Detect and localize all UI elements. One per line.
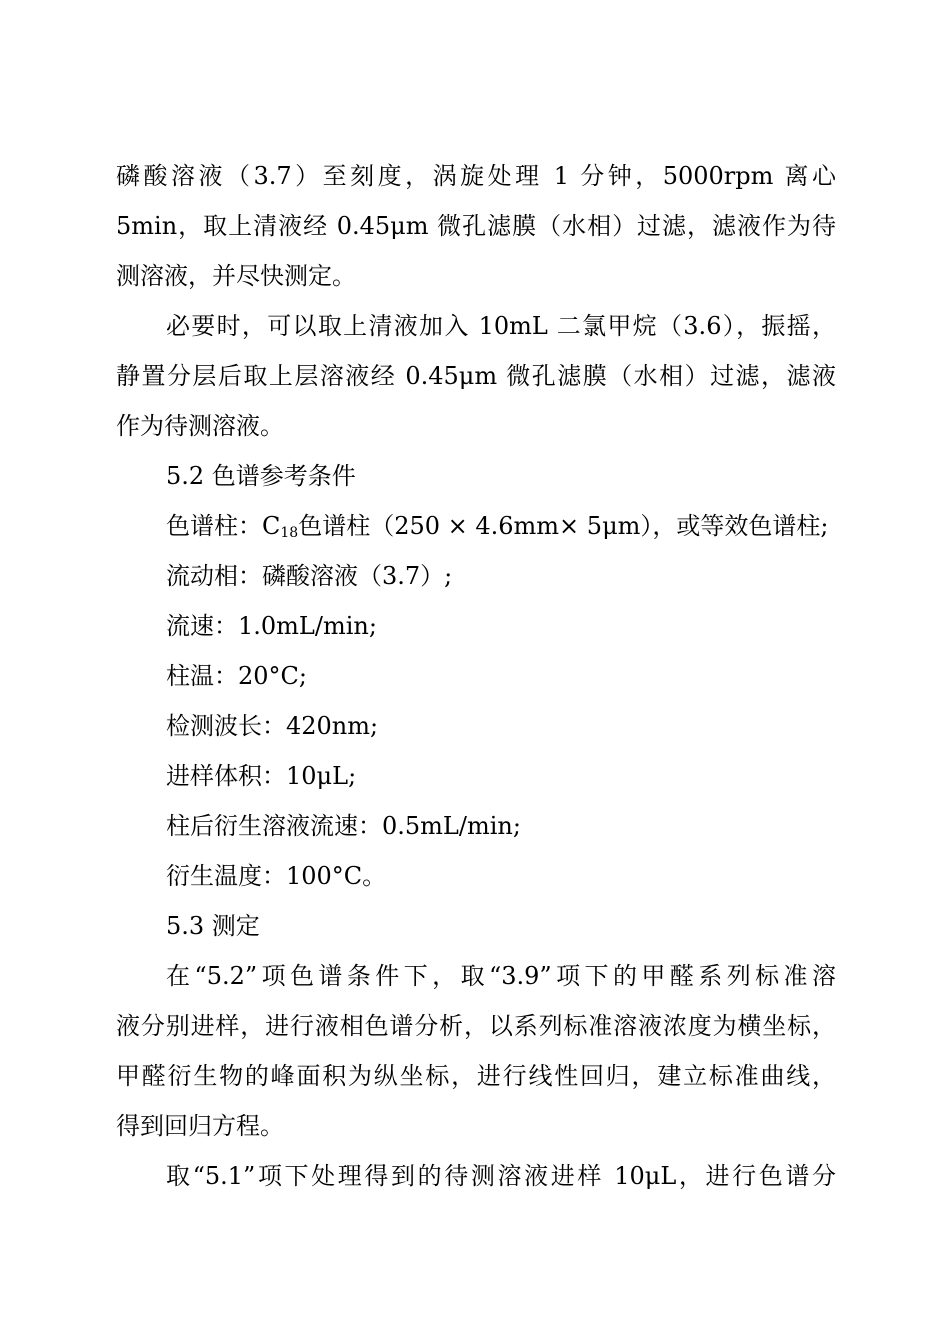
- section-5-3-paragraph-1-line-3: 甲醛衍生物的峰面积为纵坐标，进行线性回归，建立标准曲线，: [116, 1062, 836, 1090]
- section-5-2-heading: 5.2 色谱参考条件: [166, 462, 356, 490]
- mobile-phase-line: 流动相：磷酸溶液（3.7）;: [166, 562, 453, 590]
- paragraph-1-line-1: 磷酸溶液（3.7）至刻度，涡旋处理 1 分钟，5000rpm 离心: [116, 162, 836, 190]
- paragraph-1-line-3: 测溶液，并尽快测定。: [116, 262, 356, 290]
- section-5-3-paragraph-1-line-1: 在“5.2”项色谱条件下，取“3.9”项下的甲醛系列标准溶: [166, 962, 836, 990]
- flow-rate-line: 流速：1.0mL/min;: [166, 612, 377, 640]
- column-spec-suffix: 色谱柱（250 × 4.6mm× 5μm），或等效色谱柱;: [298, 512, 829, 540]
- section-5-3-paragraph-1-line-4: 得到回归方程。: [116, 1112, 284, 1140]
- paragraph-2-line-1: 必要时，可以取上清液加入 10mL 二氯甲烷（3.6），振摇，: [166, 312, 836, 340]
- injection-volume-line: 进样体积：10μL;: [166, 762, 357, 790]
- post-column-flow-line: 柱后衍生溶液流速：0.5mL/min;: [166, 812, 521, 840]
- section-5-3-paragraph-2-line-1: 取“5.1”项下处理得到的待测溶液进样 10μL，进行色谱分: [166, 1162, 836, 1190]
- column-spec-line: [166, 510, 836, 542]
- paragraph-2-line-2: 静置分层后取上层溶液经 0.45μm 微孔滤膜（水相）过滤，滤液: [116, 362, 836, 390]
- section-5-3-paragraph-1-line-2: 液分别进样，进行液相色谱分析，以系列标准溶液浓度为横坐标，: [116, 1012, 836, 1040]
- column-spec-subscript: 18: [280, 525, 299, 541]
- column-spec-prefix: 色谱柱：C: [166, 512, 281, 540]
- wavelength-line: 检测波长：420nm;: [166, 712, 379, 740]
- paragraph-1-line-2: 5min，取上清液经 0.45μm 微孔滤膜（水相）过滤，滤液作为待: [116, 212, 836, 240]
- derivatization-temp-line: 衍生温度：100°C。: [166, 862, 387, 890]
- section-5-3-heading: 5.3 测定: [166, 912, 260, 940]
- paragraph-2-line-3: 作为待测溶液。: [116, 412, 284, 440]
- column-temp-line: 柱温：20°C;: [166, 662, 307, 690]
